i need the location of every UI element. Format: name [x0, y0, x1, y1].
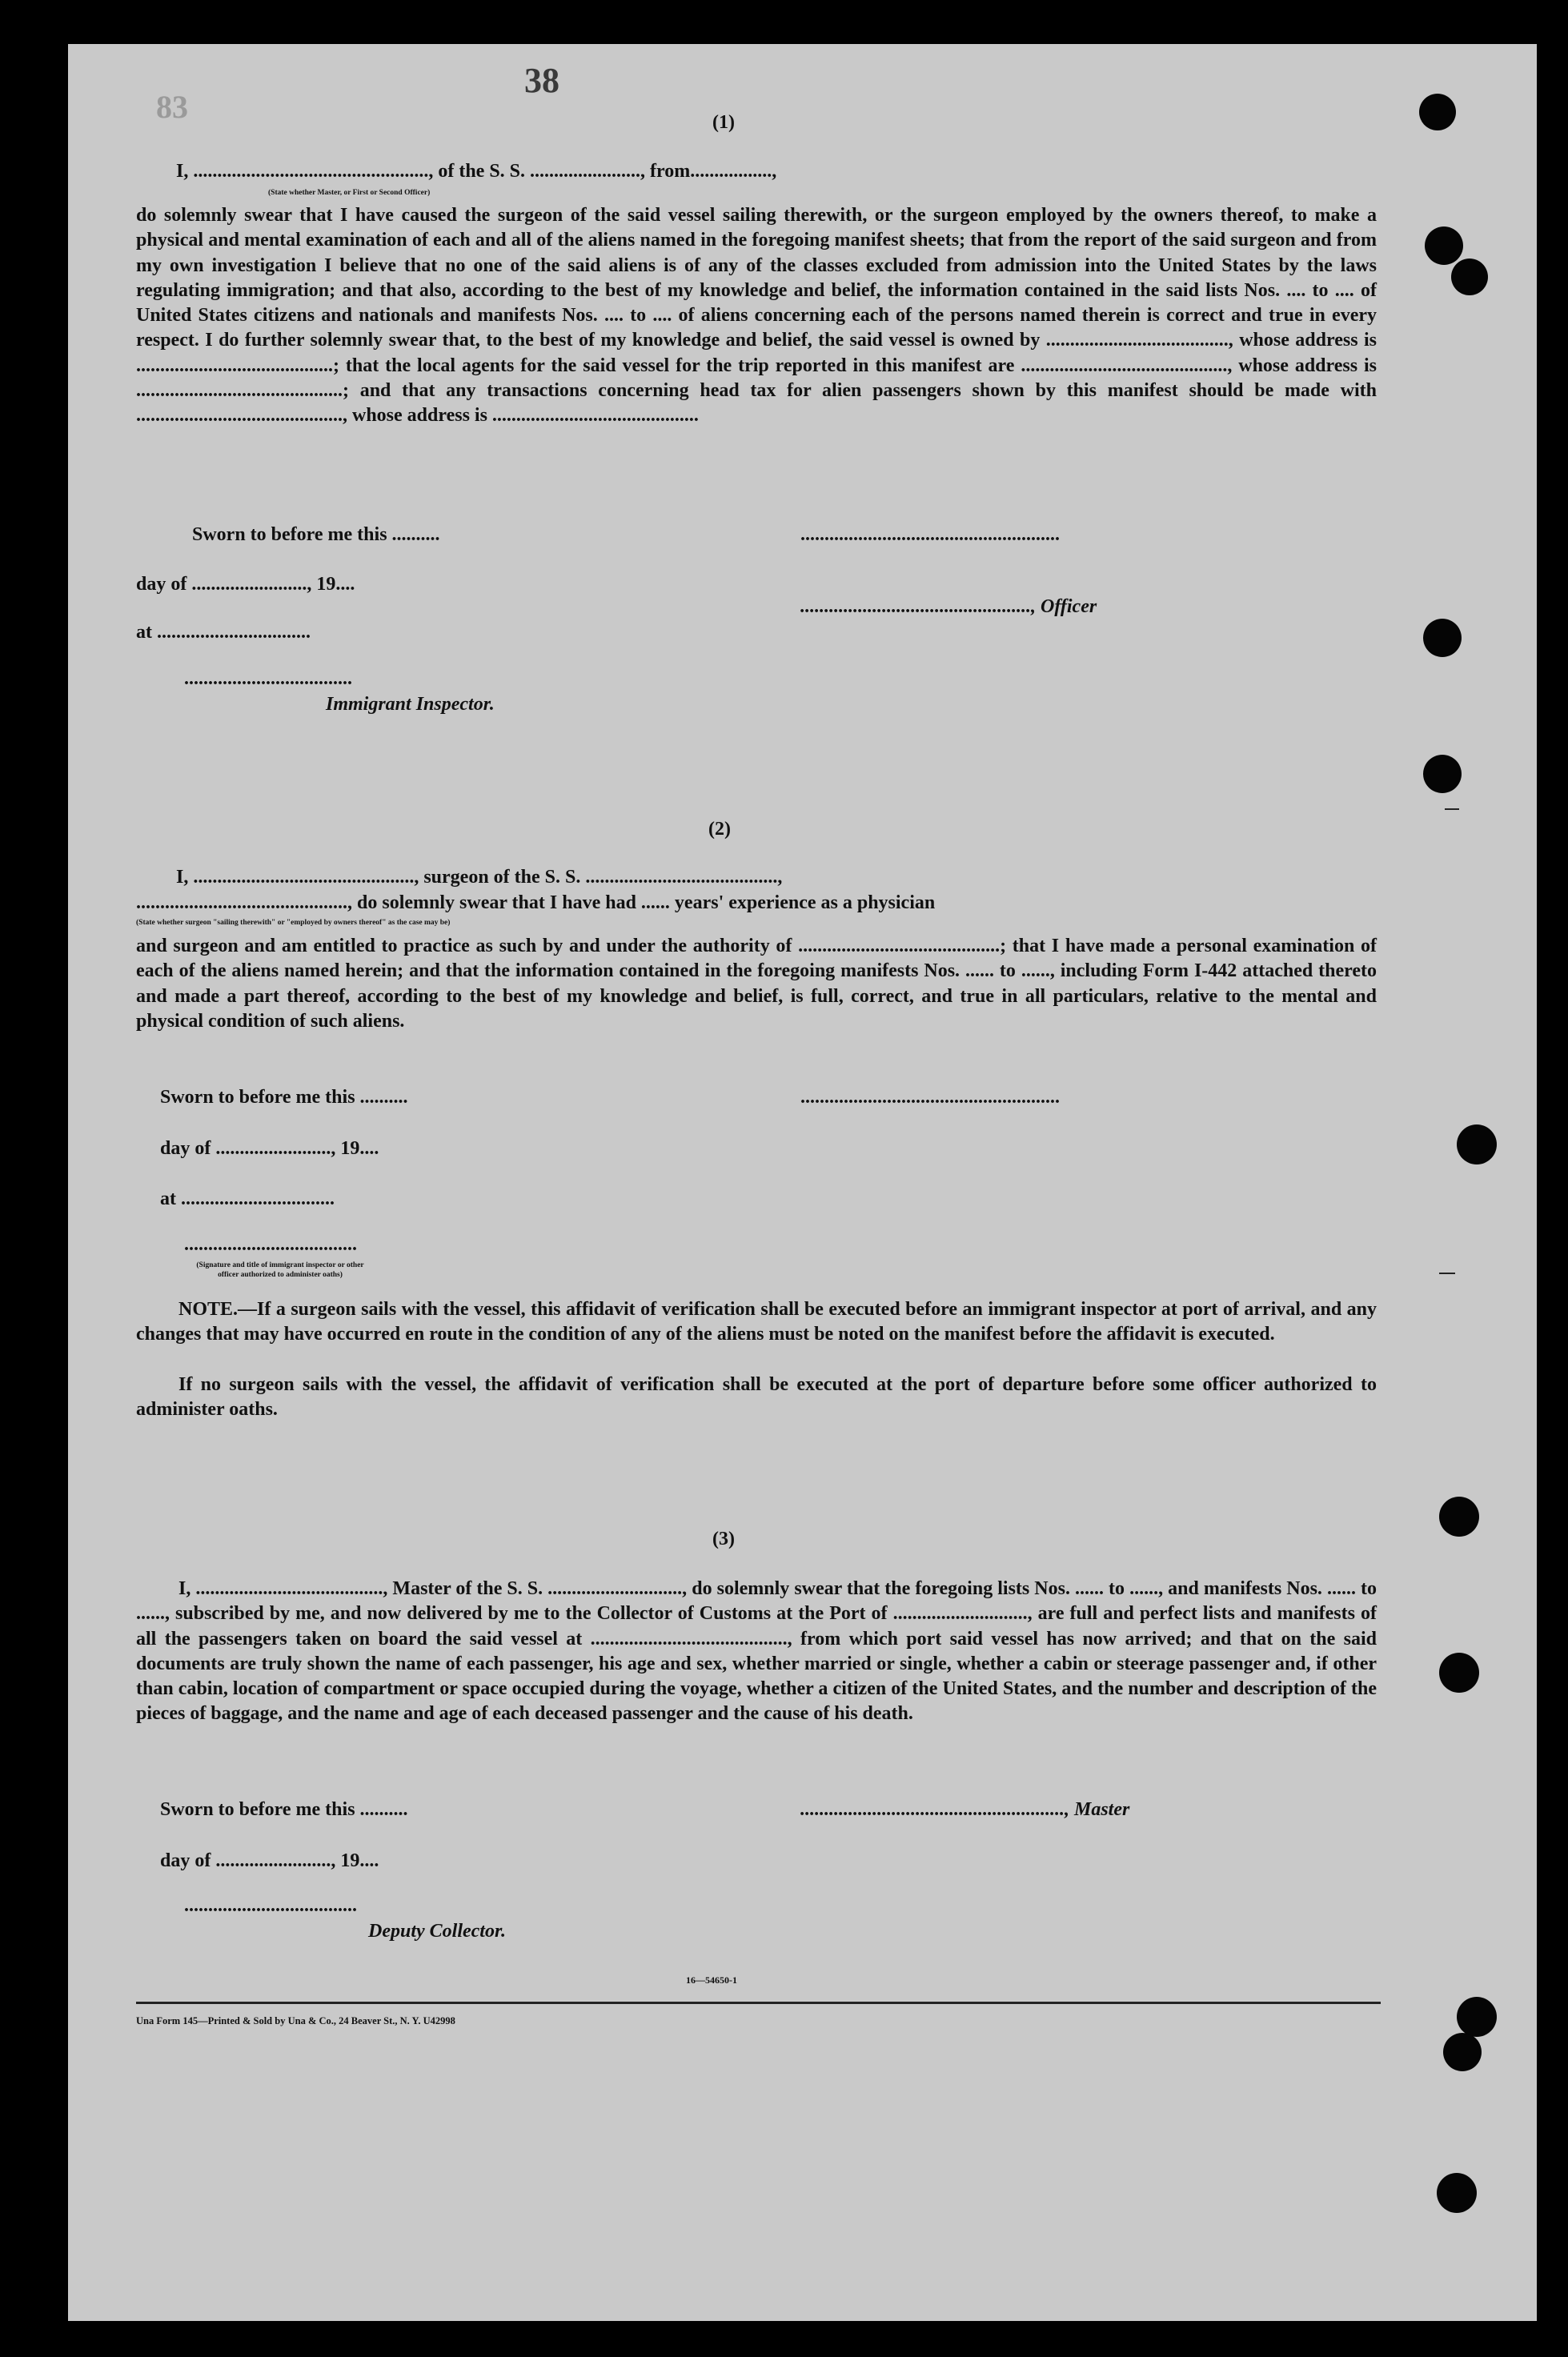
edge-tick-1	[1445, 808, 1459, 810]
section-1-first-line: I, ................................................., of the S. S. ......................., from.................,	[176, 161, 777, 182]
section-2-inspector-hint: (Signature and title of immigrant inspector or other officer authorized to administer oaths)	[196, 1261, 364, 1279]
punch-hole-3	[1451, 259, 1488, 295]
punch-hole-4	[1423, 619, 1462, 657]
punch-hole-6	[1457, 1124, 1497, 1164]
punch-hole-1	[1419, 94, 1456, 130]
section-3-collector-label: Deputy Collector.	[368, 1921, 506, 1942]
section-3-master-line: ......................................................., Master	[800, 1799, 1130, 1820]
edge-tick-2	[1439, 1273, 1455, 1274]
document-page	[68, 44, 1537, 2321]
section-2-second-line-hint: (State whether surgeon "sailing therewith" or "employed by owners thereof" as the case may be)	[136, 919, 451, 927]
section-2-signature-line: ......................................................	[800, 1087, 1060, 1108]
form-code: 16—54650-1	[686, 1974, 737, 1986]
section-1-officer-line: ................................................, Officer	[800, 596, 1097, 617]
section-1-at-line: at ................................	[136, 622, 311, 643]
section-1-first-line-hint: (State whether Master, or First or Second Officer)	[268, 189, 431, 197]
section-1-officer-top-line: ......................................................	[800, 524, 1060, 545]
section-2-second-line: ............................................, do solemnly swear that I have had ...... years' experience as a physician	[136, 892, 936, 913]
section-3-collector-line: ....................................	[184, 1895, 357, 1916]
section-2-sworn-line: Sworn to before me this ..........	[160, 1087, 408, 1108]
section-3-day-line: day of ........................, 19....	[160, 1850, 379, 1871]
section-3-number: (3)	[712, 1529, 735, 1549]
footer-rule	[136, 2002, 1381, 2004]
section-1-sworn-line: Sworn to before me this ..........	[192, 524, 440, 545]
section-2-note-continued: If no surgeon sails with the vessel, the affidavit of verification shall be executed at the port of departure before some officer authorized to administer oaths.	[136, 1374, 1377, 1421]
punch-hole-8	[1439, 1653, 1479, 1693]
section-1-oath-paragraph: do solemnly swear that I have caused the surgeon of the said vessel sailing therewith, or the surgeon employed by the owners thereof, to make a physical and mental examination of each and all of the aliens named in the foregoing manifest sheets; that from the report of the said surgeon and from my own investigation I believe that no one of the said aliens is of any of the classes excluded from admission into the United States by the laws regulating immigration; and that also, according to the best of my knowledge and belief, the information contained in the said lists Nos. .... to .... of United States citizens and nationals and manifests Nos. .... to .... of aliens concerning each of the persons named therein is correct and true in every respect. I do further solemnly swear that, to the best of my knowledge and belief, the said vessel is owned by ......................................, whose address is .........................................; that the local agents for the said vessel for the trip reported in this manifest are ..........................................., whose address is ...........................................; and that any transactions concerning head tax for alien passengers shown by this manifest should be made with ..........................................., whose address is ...........................................	[136, 205, 1377, 427]
section-1-inspector-line: ...................................	[184, 668, 352, 689]
punch-hole-2	[1425, 226, 1463, 265]
section-2-at-line: at ................................	[160, 1189, 335, 1209]
section-2-note: NOTE.—If a surgeon sails with the vessel, this affidavit of verification shall be executed before an immigrant inspector at port of arrival, and any changes that may have occurred en route in the condition of any of the aliens must be noted on the manifest before the affidavit is executed.	[136, 1299, 1377, 1345]
section-2-oath-paragraph: and surgeon and am entitled to practice as such by and under the authority of ..........................................; that I have made a personal examination of each of the aliens named herein; and that the information contained in the foregoing manifests Nos. ...... to ......, including Form I-442 attached thereto and made a part thereof, according to the best of my knowledge and belief, is full, correct, and true in all particulars, relative to the mental and physical condition of such aliens.	[136, 936, 1377, 1032]
punch-hole-10	[1443, 2033, 1482, 2071]
punch-hole-5	[1423, 755, 1462, 793]
section-2-inspector-line: ....................................	[184, 1234, 357, 1255]
section-1-day-line: day of ........................, 19....	[136, 574, 355, 595]
punch-hole-9	[1457, 1997, 1497, 2037]
faded-corner-number: 83	[156, 89, 188, 125]
section-1-inspector-label: Immigrant Inspector.	[326, 694, 495, 715]
page-number-stamp: 38	[524, 61, 559, 100]
section-2-number: (2)	[708, 819, 731, 840]
punch-hole-7	[1439, 1497, 1479, 1537]
section-2-first-line: I, .............................................., surgeon of the S. S. ........................................,	[176, 867, 783, 888]
section-3-sworn-line: Sworn to before me this ..........	[160, 1799, 408, 1820]
printer-imprint: Una Form 145—Printed & Sold by Una & Co., 24 Beaver St., N. Y. U42998	[136, 2015, 455, 2026]
section-3-oath-paragraph: I, ......................................., Master of the S. S. ............................, do solemnly swear that the foregoing lists Nos. ...... to ......, and manifests Nos. ...... to ......, subscribed by me, and now delivered by me to the Collector of Customs at the Port of ............................, are full and perfect lists and manifests of all the passengers taken on board the said vessel at ........................................., from which port said vessel has now arrived; and that on the said documents are truly shown the name of each passenger, his age and sex, whether married or single, whether a cabin or steerage passenger and, if other than cabin, location of compartment or space occupied during the voyage, whether a citizen of the United States, and the number and description of the pieces of baggage, and the name and age of each deceased passenger and the cause of his death.	[136, 1578, 1377, 1725]
section-1-number: (1)	[712, 112, 735, 133]
punch-hole-11	[1437, 2173, 1477, 2213]
section-2-day-line: day of ........................, 19....	[160, 1138, 379, 1159]
